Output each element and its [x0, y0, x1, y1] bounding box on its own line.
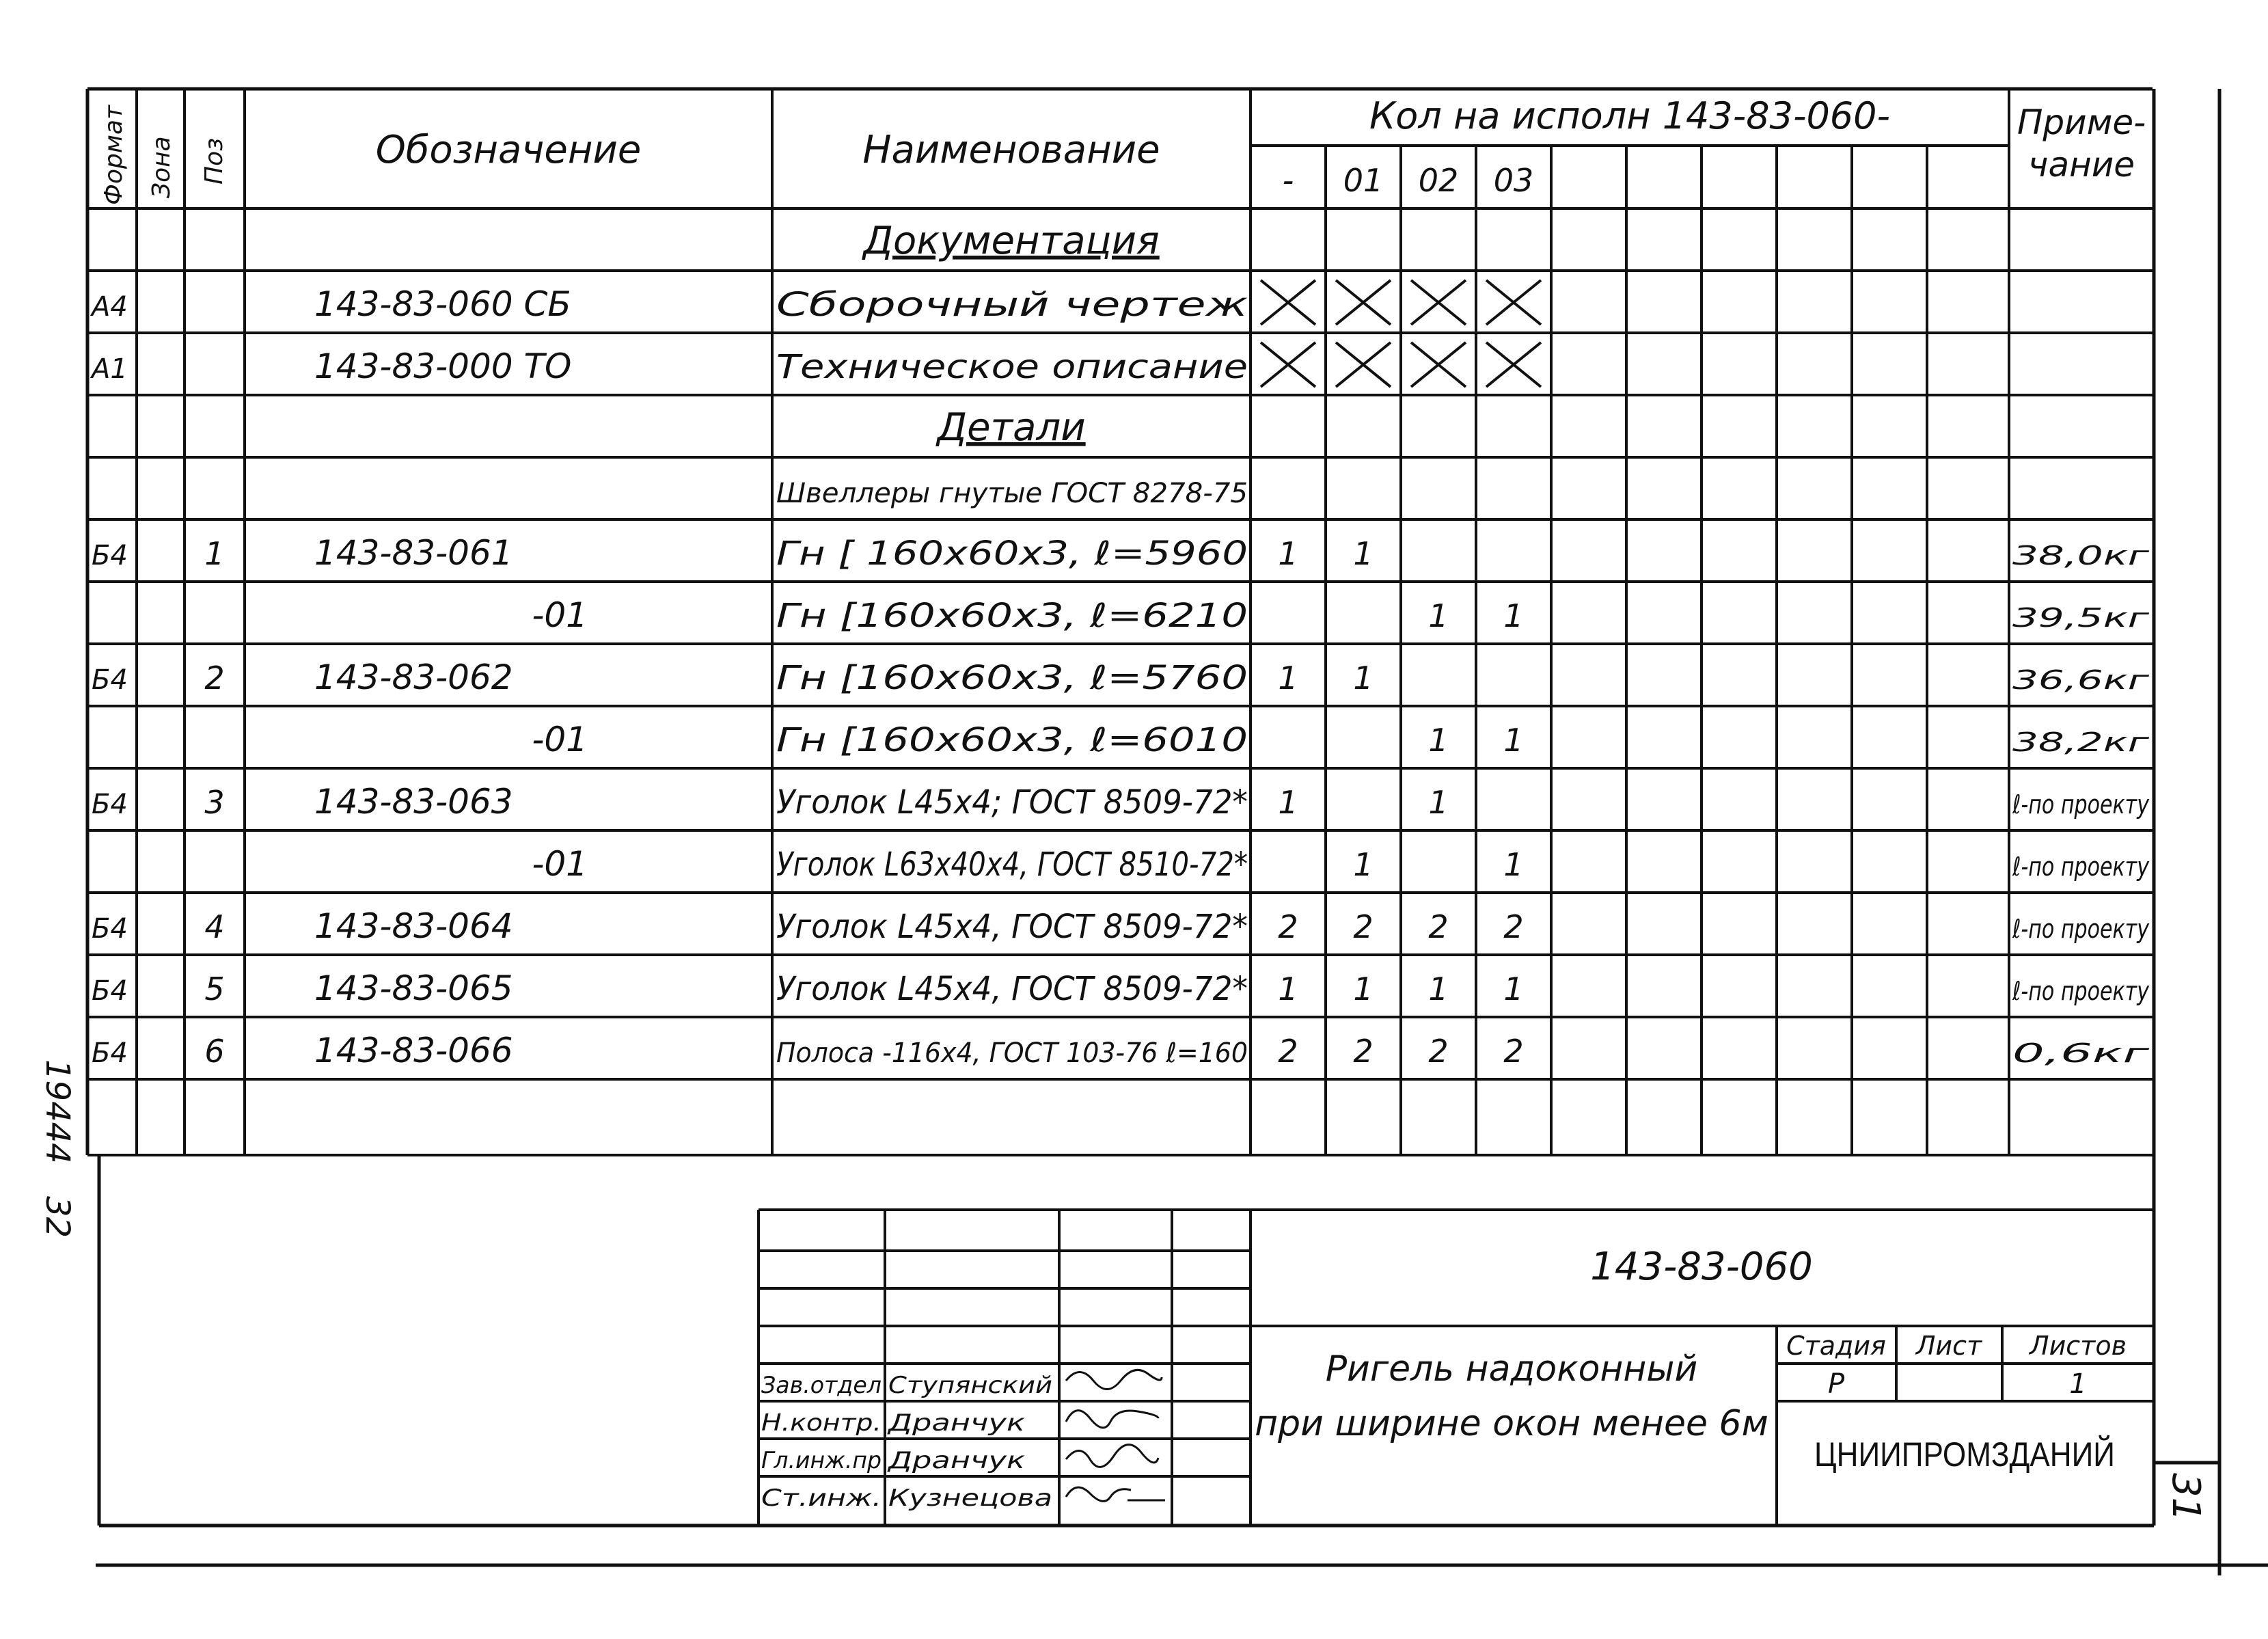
- sheets-label: Листов: [2030, 1331, 2127, 1361]
- header-zone: Зона: [148, 136, 176, 198]
- row-quantity: 2: [1503, 908, 1524, 945]
- signature-marks: [1066, 1370, 1165, 1501]
- row-quantity: 1: [1278, 660, 1298, 696]
- row-quantity: 1: [1353, 535, 1374, 572]
- row-note: 38,0кг: [2012, 541, 2150, 571]
- row-designation: -01: [532, 720, 588, 759]
- row-name: Уголок L45х4, ГОСТ 8509-72*: [776, 908, 1248, 946]
- row-quantity: 1: [1428, 597, 1449, 634]
- row-designation: 143-83-065: [314, 968, 513, 1008]
- row-quantity: 1: [1278, 535, 1298, 572]
- row-format: Б4: [92, 975, 128, 1007]
- sheet-label: Лист: [1915, 1331, 1982, 1361]
- header-pos: Поз: [200, 137, 228, 185]
- header-variant-1: 01: [1343, 162, 1384, 199]
- row-name: Полоса -116х4, ГОСТ 103-76 ℓ=160: [776, 1038, 1248, 1069]
- row-format: А4: [92, 291, 128, 323]
- row-position: 5: [204, 971, 225, 1007]
- staff-role-3: Гл.инж.пр: [761, 1447, 882, 1474]
- row-name: Уголок L45х4; ГОСТ 8509-72*: [776, 783, 1248, 822]
- staff-name-1: Ступянский: [888, 1372, 1052, 1399]
- row-quantity: 1: [1503, 846, 1524, 883]
- header-variant-2: 02: [1418, 162, 1459, 199]
- table-header: [100, 94, 2146, 205]
- row-designation: -01: [532, 595, 588, 635]
- row-note: 0,6кг: [2012, 1038, 2150, 1068]
- row-note: ℓ-по проекту: [2012, 976, 2150, 1006]
- stage-label: Стадия: [1786, 1331, 1886, 1361]
- row-quantity: 2: [1353, 908, 1374, 945]
- row-designation: 143-83-061: [314, 533, 513, 573]
- page-number: 31: [2163, 1473, 2208, 1522]
- title-line-1: Ригель надоконный: [1325, 1349, 1698, 1390]
- row-quantity: 2: [1428, 1033, 1449, 1070]
- row-position: 1: [204, 535, 225, 572]
- row-name: Гн [160х60х3, ℓ=6010: [776, 721, 1248, 759]
- staff-name-2: Дранчук: [886, 1409, 1026, 1437]
- organization-name: ЦНИИПРОМЗДАНИЙ: [1814, 1435, 2156, 1474]
- staff-role-4: Ст.инж.: [761, 1485, 882, 1512]
- row-designation: 143-83-062: [314, 658, 513, 697]
- header-note-line2: чание: [2027, 145, 2135, 185]
- row-quantity: 2: [1428, 908, 1449, 945]
- header-variant-3: 03: [1493, 162, 1534, 199]
- row-designation: 143-83-064: [314, 906, 513, 946]
- row-quantity: 1: [1503, 722, 1524, 759]
- staff-role-2: Н.контр.: [761, 1409, 882, 1437]
- header-designation: Обозначение: [375, 128, 642, 172]
- row-designation: -01: [532, 844, 588, 884]
- row-format: Б4: [92, 789, 128, 820]
- row-name: Уголок L45х4, ГОСТ 8509-72*: [776, 970, 1248, 1008]
- row-quantity: 1: [1278, 784, 1298, 821]
- row-designation: 143-83-063: [314, 782, 513, 822]
- row-name: Швеллеры гнутые ГОСТ 8278-75: [776, 478, 1248, 509]
- row-note: 38,2кг: [2012, 727, 2150, 757]
- row-format: Б4: [92, 664, 128, 696]
- row-designation: 143-83-066: [314, 1031, 513, 1070]
- row-quantity: 2: [1278, 1033, 1298, 1070]
- sheets-value: 1: [2069, 1368, 2087, 1400]
- row-name: Гн [160х60х3, ℓ=5760: [776, 659, 1248, 697]
- row-position: 2: [204, 660, 225, 696]
- row-name: Гн [160х60х3, ℓ=6210: [776, 597, 1248, 635]
- document-number: 143-83-060: [1590, 1245, 1813, 1289]
- row-format: Б4: [92, 1038, 128, 1069]
- row-quantity: 1: [1428, 722, 1449, 759]
- row-format: Б4: [92, 540, 128, 571]
- section-heading: Документация: [863, 219, 1160, 263]
- row-position: 3: [204, 784, 225, 821]
- row-format: А1: [92, 353, 128, 385]
- row-quantity: 2: [1353, 1033, 1374, 1070]
- row-name: Техническое описание: [776, 348, 1248, 386]
- row-name: Сборочный чертеж: [776, 286, 1248, 324]
- section-heading: Детали: [937, 405, 1086, 450]
- row-name: Уголок L63х40х4, ГОСТ 8510-72*: [776, 845, 1248, 884]
- header-note-line1: Приме-: [2017, 103, 2146, 142]
- row-designation: 143-83-060 СБ: [314, 284, 571, 324]
- row-quantity: 1: [1278, 971, 1298, 1007]
- title-line-2: при ширине окон менее 6м: [1255, 1403, 1768, 1444]
- stage-value: Р: [1827, 1368, 1845, 1400]
- row-quantity: 2: [1278, 908, 1298, 945]
- row-quantity: 2: [1503, 1033, 1524, 1070]
- row-position: 6: [204, 1033, 225, 1070]
- staff-name-4: Кузнецова: [888, 1485, 1052, 1512]
- row-note: ℓ-по проекту: [2012, 789, 2150, 820]
- row-format: Б4: [92, 913, 128, 945]
- row-quantity: 1: [1353, 971, 1374, 1007]
- row-quantity: 1: [1353, 846, 1374, 883]
- header-variant-0: -: [1282, 162, 1294, 199]
- row-name: Гн [ 160х60х3, ℓ=5960: [776, 534, 1248, 573]
- inventory-sheet: 32: [38, 1196, 77, 1238]
- row-note: ℓ-по проекту: [2012, 852, 2150, 882]
- row-quantity: 1: [1353, 660, 1374, 696]
- staff-name-3: Дранчук: [886, 1447, 1026, 1474]
- title-block: [761, 1245, 2156, 1512]
- row-designation: 143-83-000 ТО: [314, 347, 572, 386]
- header-qty-title: Кол на исполн 143-83-060-: [1369, 94, 1891, 137]
- row-position: 4: [204, 908, 225, 945]
- row-note: 39,5кг: [2012, 603, 2150, 633]
- row-note: ℓ-по проекту: [2012, 914, 2150, 944]
- staff-role-1: Зав.отдел: [761, 1372, 882, 1399]
- row-quantity: 1: [1428, 971, 1449, 1007]
- inventory-number: 19444: [38, 1059, 77, 1164]
- row-quantity: 1: [1503, 597, 1524, 634]
- header-format: Формат: [100, 105, 128, 205]
- header-name: Наименование: [862, 128, 1160, 172]
- row-quantity: 1: [1428, 784, 1449, 821]
- row-note: 36,6кг: [2012, 665, 2150, 695]
- row-quantity: 1: [1503, 971, 1524, 1007]
